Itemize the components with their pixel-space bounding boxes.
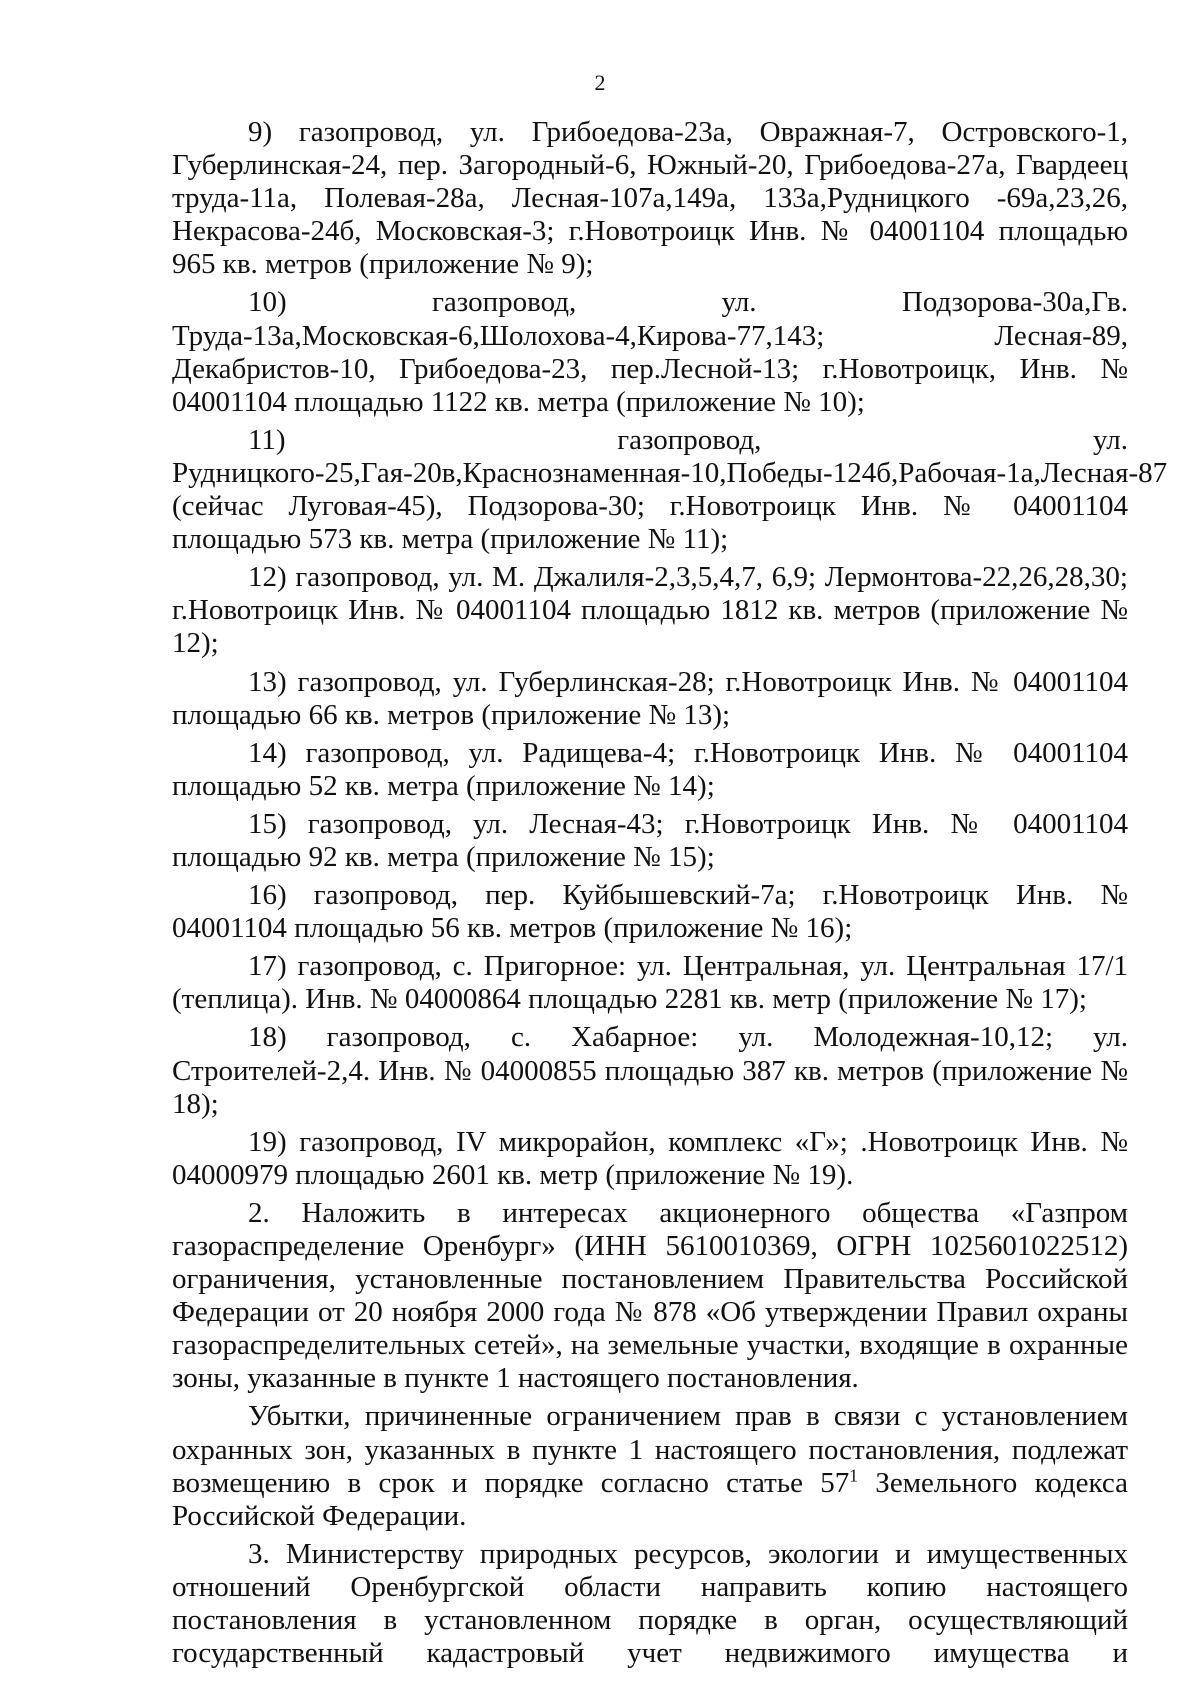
- list-item-15: 15) газопровод, ул. Лесная-43; г.Новотроицк Инв. № 04001104 площадью 92 кв. метра (приложение № 15);: [172, 807, 1128, 873]
- article-superscript: 1: [849, 1465, 858, 1485]
- list-item-16: 16) газопровод, пер. Куйбышевский-7а; г.Новотроицк Инв. № 04001104 площадью 56 кв. метров (приложение № 16);: [172, 879, 1128, 945]
- list-item-18: 18) газопровод, с. Хабарное: ул. Молодежная-10,12; ул. Строителей-2,4. Инв. № 04000855 площадью 387 кв. метров (приложение № 18);: [172, 1021, 1128, 1120]
- clause-3-paragraph: 3. Министерству природных ресурсов, экологии и имущественных отношений Оренбургской области направить копию настоящего постановления в установленном порядке в орган, осуществляющий государственный кадастровый учет недвижимого имущества и: [172, 1537, 1128, 1670]
- document-body: [172, 116, 1168, 1675]
- damages-text-end: Земельного кодекса Российской Федерации.: [172, 1466, 1128, 1532]
- list-item-10: 10) газопровод, ул. Подзорова-30а,Гв. Труда-13а,Московская-6,Шолохова-4,Кирова-77,143; Лесная-89, Декабристов-10, Грибоедова-23, пер.Лесной-13; г.Новотроицк, Инв. № 04001104 площадью 1122 кв. метра (приложение № 10);: [172, 286, 1128, 418]
- damages-paragraph: [172, 1400, 1128, 1532]
- damages-text: Убытки, причиненные ограничением прав в связи с установлением охранных зон, указанных в пункте 1 настоящего постановления, подлежат возмещению в срок и порядке согласно статье 57: [172, 1400, 1128, 1499]
- list-item-11: 11) газопровод, ул. Рудницкого-25,Гая-20в,Краснознаменная-10,Победы-124б,Рабочая-1а,Лесная-87 (сейчас Луговая-45), Подзорова-30; г.Новотроицк Инв. № 04001104 площадью 573 кв. метра (приложение № 11);: [172, 423, 1168, 556]
- list-item-17: 17) газопровод, с. Пригорное: ул. Центральная, ул. Центральная 17/1 (теплица). Инв. № 04000864 площадью 2281 кв. метр (приложение № 17);: [172, 950, 1128, 1016]
- clause-2-paragraph: 2. Наложить в интересах акционерного общества «Газпром газораспределение Оренбург» (ИНН 5610010369, ОГРН 1025601022512) ограничения, установленные постановлением Правительства Российской Федерации от 20 ноября 2000 года № 878 «Об утверждении Правил охраны газораспределительных сетей», на земельные участки, входящие в охранные зоны, указанные в пункте 1 настоящего постановления.: [172, 1196, 1128, 1395]
- list-item-14: 14) газопровод, ул. Радищева-4; г.Новотроицк Инв. № 04001104 площадью 52 кв. метра (приложение № 14);: [172, 736, 1128, 802]
- page-number: 2: [594, 70, 606, 95]
- list-item-13: 13) газопровод, ул. Губерлинская-28; г.Новотроицк Инв. № 04001104 площадью 66 кв. метров (приложение № 13);: [172, 665, 1128, 731]
- list-item-19: 19) газопровод, IV микрорайон, комплекс «Г»; .Новотроицк Инв. № 04000979 площадью 2601 кв. метр (приложение № 19).: [172, 1125, 1128, 1191]
- list-item-9: 9) газопровод, ул. Грибоедова-23а, Овражная-7, Островского-1, Губерлинская-24, пер. Загородный-6, Южный-20, Грибоедова-27а, Гвардеец труда-11а, Полевая-28а, Лесная-107а,149а, 133а,Рудницкого -69а,23,26, Некрасова-24б, Московская-3; г.Новотроицк Инв. № 04001104 площадью 965 кв. метров (приложение № 9);: [172, 116, 1128, 281]
- list-item-12: 12) газопровод, ул. М. Джалиля-2,3,5,4,7, 6,9; Лермонтова-22,26,28,30; г.Новотроицк Инв. № 04001104 площадью 1812 кв. метров (приложение № 12);: [172, 561, 1128, 660]
